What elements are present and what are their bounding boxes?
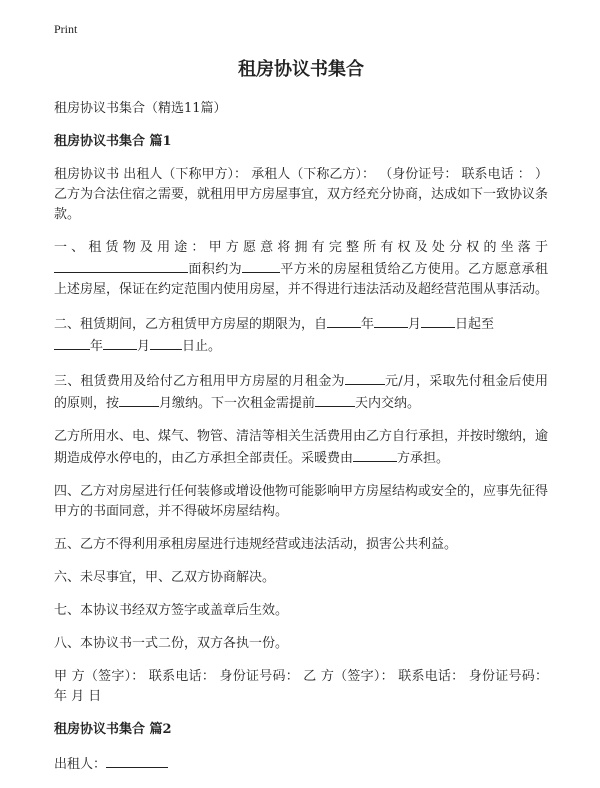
- document-body: [54, 58, 548, 788]
- blank-area: [242, 258, 280, 273]
- clause-3-text-c: 月缴纳。下一次租金需提前: [159, 396, 316, 411]
- blank-end-day: [150, 335, 182, 350]
- lessor-label: 出租人：: [54, 757, 107, 772]
- clause-2-month: 月: [408, 317, 422, 332]
- clause-3-text-a: 三、租赁费用及给付乙方租用甲方房屋的月租金为: [54, 374, 345, 389]
- paragraph-clause-7: 七、本协议书经双方签字或盖章后生效。: [54, 603, 289, 618]
- document-title: 租房协议书集合: [238, 59, 364, 80]
- blank-days: [315, 392, 355, 407]
- paragraph-clause-4: 四、乙方对房屋进行任何装修或增设他物可能影响甲方房屋结构或安全的，应事先征得甲方的书面同意，并不得破坏房屋结构。: [54, 484, 549, 519]
- blank-heating-party: [353, 447, 397, 462]
- clause-2-year: 年: [361, 317, 375, 332]
- utilities-text-b: 方承担。: [397, 451, 450, 466]
- clause-1-text-c: 平方米的房屋租赁给乙方使用。乙方愿意承租上述房屋，保证在约定范围内使用房屋，并不得进行违法活动及超经营范围从事活动。: [54, 262, 549, 297]
- paragraph-lessor: [54, 753, 548, 775]
- clause-2-end: 日止。: [182, 339, 222, 354]
- paragraph-clause-6: 六、未尽事宜，甲、乙双方协商解决。: [54, 570, 276, 585]
- paragraph-intro: 租房协议书 出租人（下称甲方）： 承租人（下称乙方）： （身份证号： 联系电话 ： ） 乙方为合法住宿之需要，就租用甲方房屋事宜，双方经充分协商，达成如下一致协议条款。: [54, 167, 549, 222]
- clause-3-text-d: 天内交纳。: [355, 396, 421, 411]
- clause-2-from: 日起至: [455, 317, 495, 332]
- clause-1-text-a: 一、租赁物及用途：甲方愿意将拥有完整所有权及处分权的坐落于: [54, 240, 548, 255]
- clause-3-text-b: 元/月，采取先付租金后使用的原则，按: [54, 374, 548, 411]
- paragraph-signatures: 甲 方（签字）： 联系电话： 身份证号码： 乙 方（签字）： 联系电话： 身份证号码： 年 月 日: [54, 669, 548, 704]
- blank-rent: [345, 370, 385, 385]
- paragraph-clause-2: [54, 313, 548, 357]
- clause-2-text-a: 二、租赁期间，乙方租赁甲方房屋的期限为，自: [54, 317, 328, 332]
- paragraph-utilities: [54, 427, 548, 469]
- blank-start-month: [374, 313, 408, 328]
- blank-end-month: [103, 335, 137, 350]
- blank-start-day: [421, 313, 455, 328]
- clause-1-text-b: 面积约为: [188, 262, 242, 277]
- paragraph-clause-5: 五、乙方不得利用承租房屋进行违规经营或违法活动，损害公共利益。: [54, 537, 458, 552]
- document-subtitle: 租房协议书集合（精选11篇）: [54, 101, 227, 116]
- section-heading-1: 租房协议书集合 篇1: [54, 134, 172, 149]
- clause-2-end-month: 月: [137, 339, 151, 354]
- blank-end-year: [54, 335, 90, 350]
- blank-address: [54, 258, 188, 273]
- paragraph-clause-8: 八、本协议书一式二份，双方各执一份。: [54, 636, 289, 651]
- utilities-text-a: 乙方所用水、电、煤气、物管、清洁等相关生活费用由乙方自行承担，并按时缴纳，逾期造成停水停电的，由乙方承担全部责任。采暖费由: [54, 429, 549, 466]
- blank-start-year: [327, 313, 361, 328]
- paragraph-clause-3: [54, 370, 548, 414]
- clause-2-end-year: 年: [90, 339, 104, 354]
- print-label[interactable]: Print: [54, 22, 78, 36]
- section-heading-2: 租房协议书集合 篇2: [54, 722, 172, 737]
- blank-lessor: [106, 753, 168, 768]
- paragraph-clause-1: [54, 238, 548, 300]
- blank-months: [119, 392, 159, 407]
